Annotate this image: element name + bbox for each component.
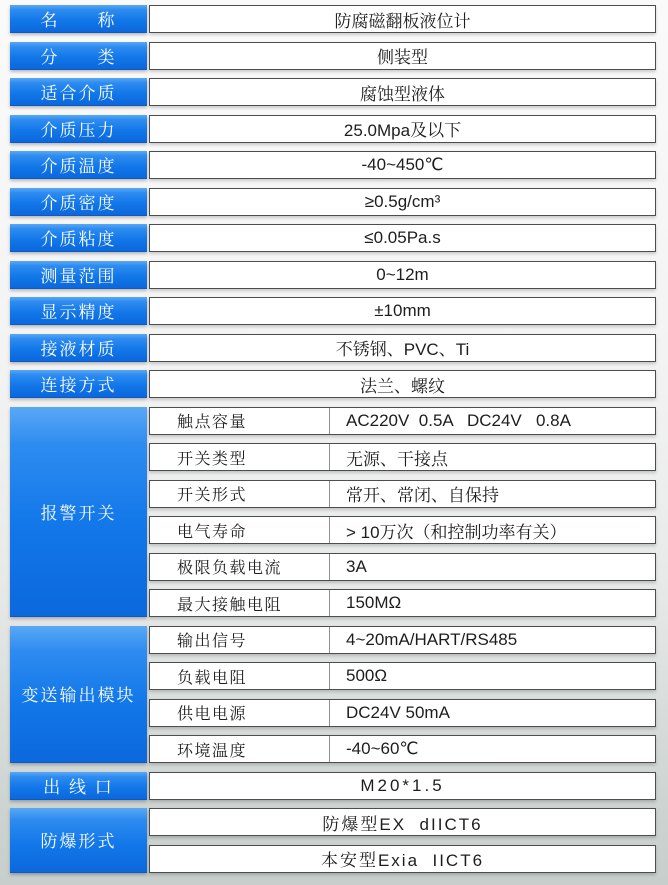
row-connection-type-label: 连接方式 bbox=[10, 370, 147, 398]
row-explosion-proof-ex bbox=[149, 808, 656, 836]
row-intrinsic-safety-exia bbox=[149, 845, 656, 873]
row-medium-temperature-label: 介质温度 bbox=[10, 151, 147, 179]
group-transmitter-output-label: 变送输出模块 bbox=[10, 626, 147, 764]
row-measuring-range bbox=[10, 261, 656, 289]
row-name bbox=[10, 5, 656, 33]
row-limit-load-current-label: 极限负载电流 bbox=[150, 554, 330, 580]
row-suitable-medium-label: 适合介质 bbox=[10, 78, 147, 106]
row-ambient-temperature-value: -40~60℃ bbox=[346, 739, 419, 758]
row-medium-temperature-value: -40~450℃ bbox=[149, 151, 656, 179]
row-name-value: 防腐磁翻板液位计 bbox=[149, 5, 656, 33]
row-power-supply-value: DC24V 50mA bbox=[346, 702, 450, 722]
row-load-resistance-value: 500Ω bbox=[346, 666, 388, 685]
group-explosion-proof-rows bbox=[149, 808, 656, 873]
group-alarm-switch-rows bbox=[149, 407, 656, 618]
row-cable-entry-value: M20*1.5 bbox=[149, 772, 656, 800]
row-switch-form bbox=[149, 480, 656, 508]
row-ambient-temperature-label: 环境温度 bbox=[150, 736, 330, 762]
row-contact-capacity-label: 触点容量 bbox=[150, 408, 330, 434]
row-output-signal-value: 4~20mA/HART/RS485 bbox=[346, 629, 518, 649]
group-alarm-switch bbox=[10, 407, 656, 618]
row-medium-temperature bbox=[10, 151, 656, 179]
row-switch-type bbox=[149, 443, 656, 471]
group-explosion-proof-label: 防爆形式 bbox=[10, 808, 147, 873]
row-suitable-medium bbox=[10, 78, 656, 106]
row-category-value: 侧装型 bbox=[149, 42, 656, 70]
row-medium-density bbox=[10, 188, 656, 216]
row-medium-density-value: ≥0.5g/cm³ bbox=[149, 188, 656, 216]
row-explosion-proof-ex-value: 防爆型EX dIICT6 bbox=[322, 814, 483, 834]
row-cable-entry-label: 出 线 口 bbox=[10, 772, 147, 800]
row-limit-load-current bbox=[149, 553, 656, 581]
row-display-accuracy bbox=[10, 297, 656, 325]
row-cable-entry bbox=[10, 772, 656, 800]
row-power-supply-label: 供电电源 bbox=[150, 700, 330, 726]
row-connection-type-value: 法兰、螺纹 bbox=[149, 370, 656, 398]
row-load-resistance-label: 负载电阻 bbox=[150, 663, 330, 689]
row-category bbox=[10, 42, 656, 70]
row-ambient-temperature bbox=[149, 735, 656, 763]
group-transmitter-output-rows bbox=[149, 626, 656, 764]
row-display-accuracy-label: 显示精度 bbox=[10, 297, 147, 325]
row-medium-density-label: 介质密度 bbox=[10, 188, 147, 216]
row-electrical-life-label: 电气寿命 bbox=[150, 517, 330, 543]
row-switch-form-value: 常开、常闭、自保持 bbox=[346, 486, 499, 505]
row-wetted-material-label: 接液材质 bbox=[10, 334, 147, 362]
row-category-label: 分 类 bbox=[10, 42, 147, 70]
row-medium-pressure-value: 25.0Mpa及以下 bbox=[149, 115, 656, 143]
row-name-label: 名 称 bbox=[10, 5, 147, 33]
row-max-contact-resistance-label: 最大接触电阻 bbox=[150, 590, 330, 616]
row-intrinsic-safety-exia-value: 本安型Exia IICT6 bbox=[320, 851, 485, 870]
row-display-accuracy-value: ±10mm bbox=[149, 297, 656, 325]
row-electrical-life bbox=[149, 516, 656, 544]
row-wetted-material-value: 不锈钢、PVC、Ti bbox=[149, 334, 656, 362]
row-switch-type-value: 无源、干接点 bbox=[346, 449, 448, 469]
row-output-signal bbox=[149, 626, 656, 654]
row-contact-capacity bbox=[149, 407, 656, 435]
row-max-contact-resistance bbox=[149, 589, 656, 617]
row-wetted-material bbox=[10, 334, 656, 362]
row-medium-viscosity bbox=[10, 224, 656, 252]
group-transmitter-output bbox=[10, 626, 656, 764]
row-medium-viscosity-label: 介质粘度 bbox=[10, 224, 147, 252]
group-explosion-proof bbox=[10, 808, 656, 873]
row-measuring-range-label: 测量范围 bbox=[10, 261, 147, 289]
row-load-resistance bbox=[149, 662, 656, 690]
row-output-signal-label: 输出信号 bbox=[150, 627, 330, 653]
row-measuring-range-value: 0~12m bbox=[149, 261, 656, 289]
row-electrical-life-value: > 10万次（和控制功率有关） bbox=[346, 522, 567, 542]
row-medium-pressure bbox=[10, 115, 656, 143]
row-limit-load-current-value: 3A bbox=[346, 556, 367, 576]
row-suitable-medium-value: 腐蚀型液体 bbox=[149, 78, 656, 106]
group-alarm-switch-label: 报警开关 bbox=[10, 407, 147, 618]
row-medium-pressure-label: 介质压力 bbox=[10, 115, 147, 143]
row-medium-viscosity-value: ≤0.05Pa.s bbox=[149, 224, 656, 252]
row-contact-capacity-value: AC220V 0.5A DC24V 0.8A bbox=[346, 410, 571, 430]
row-max-contact-resistance-value: 150MΩ bbox=[346, 593, 402, 612]
row-connection-type bbox=[10, 370, 656, 398]
row-power-supply bbox=[149, 699, 656, 727]
row-switch-form-label: 开关形式 bbox=[150, 481, 330, 507]
row-switch-type-label: 开关类型 bbox=[150, 444, 330, 470]
